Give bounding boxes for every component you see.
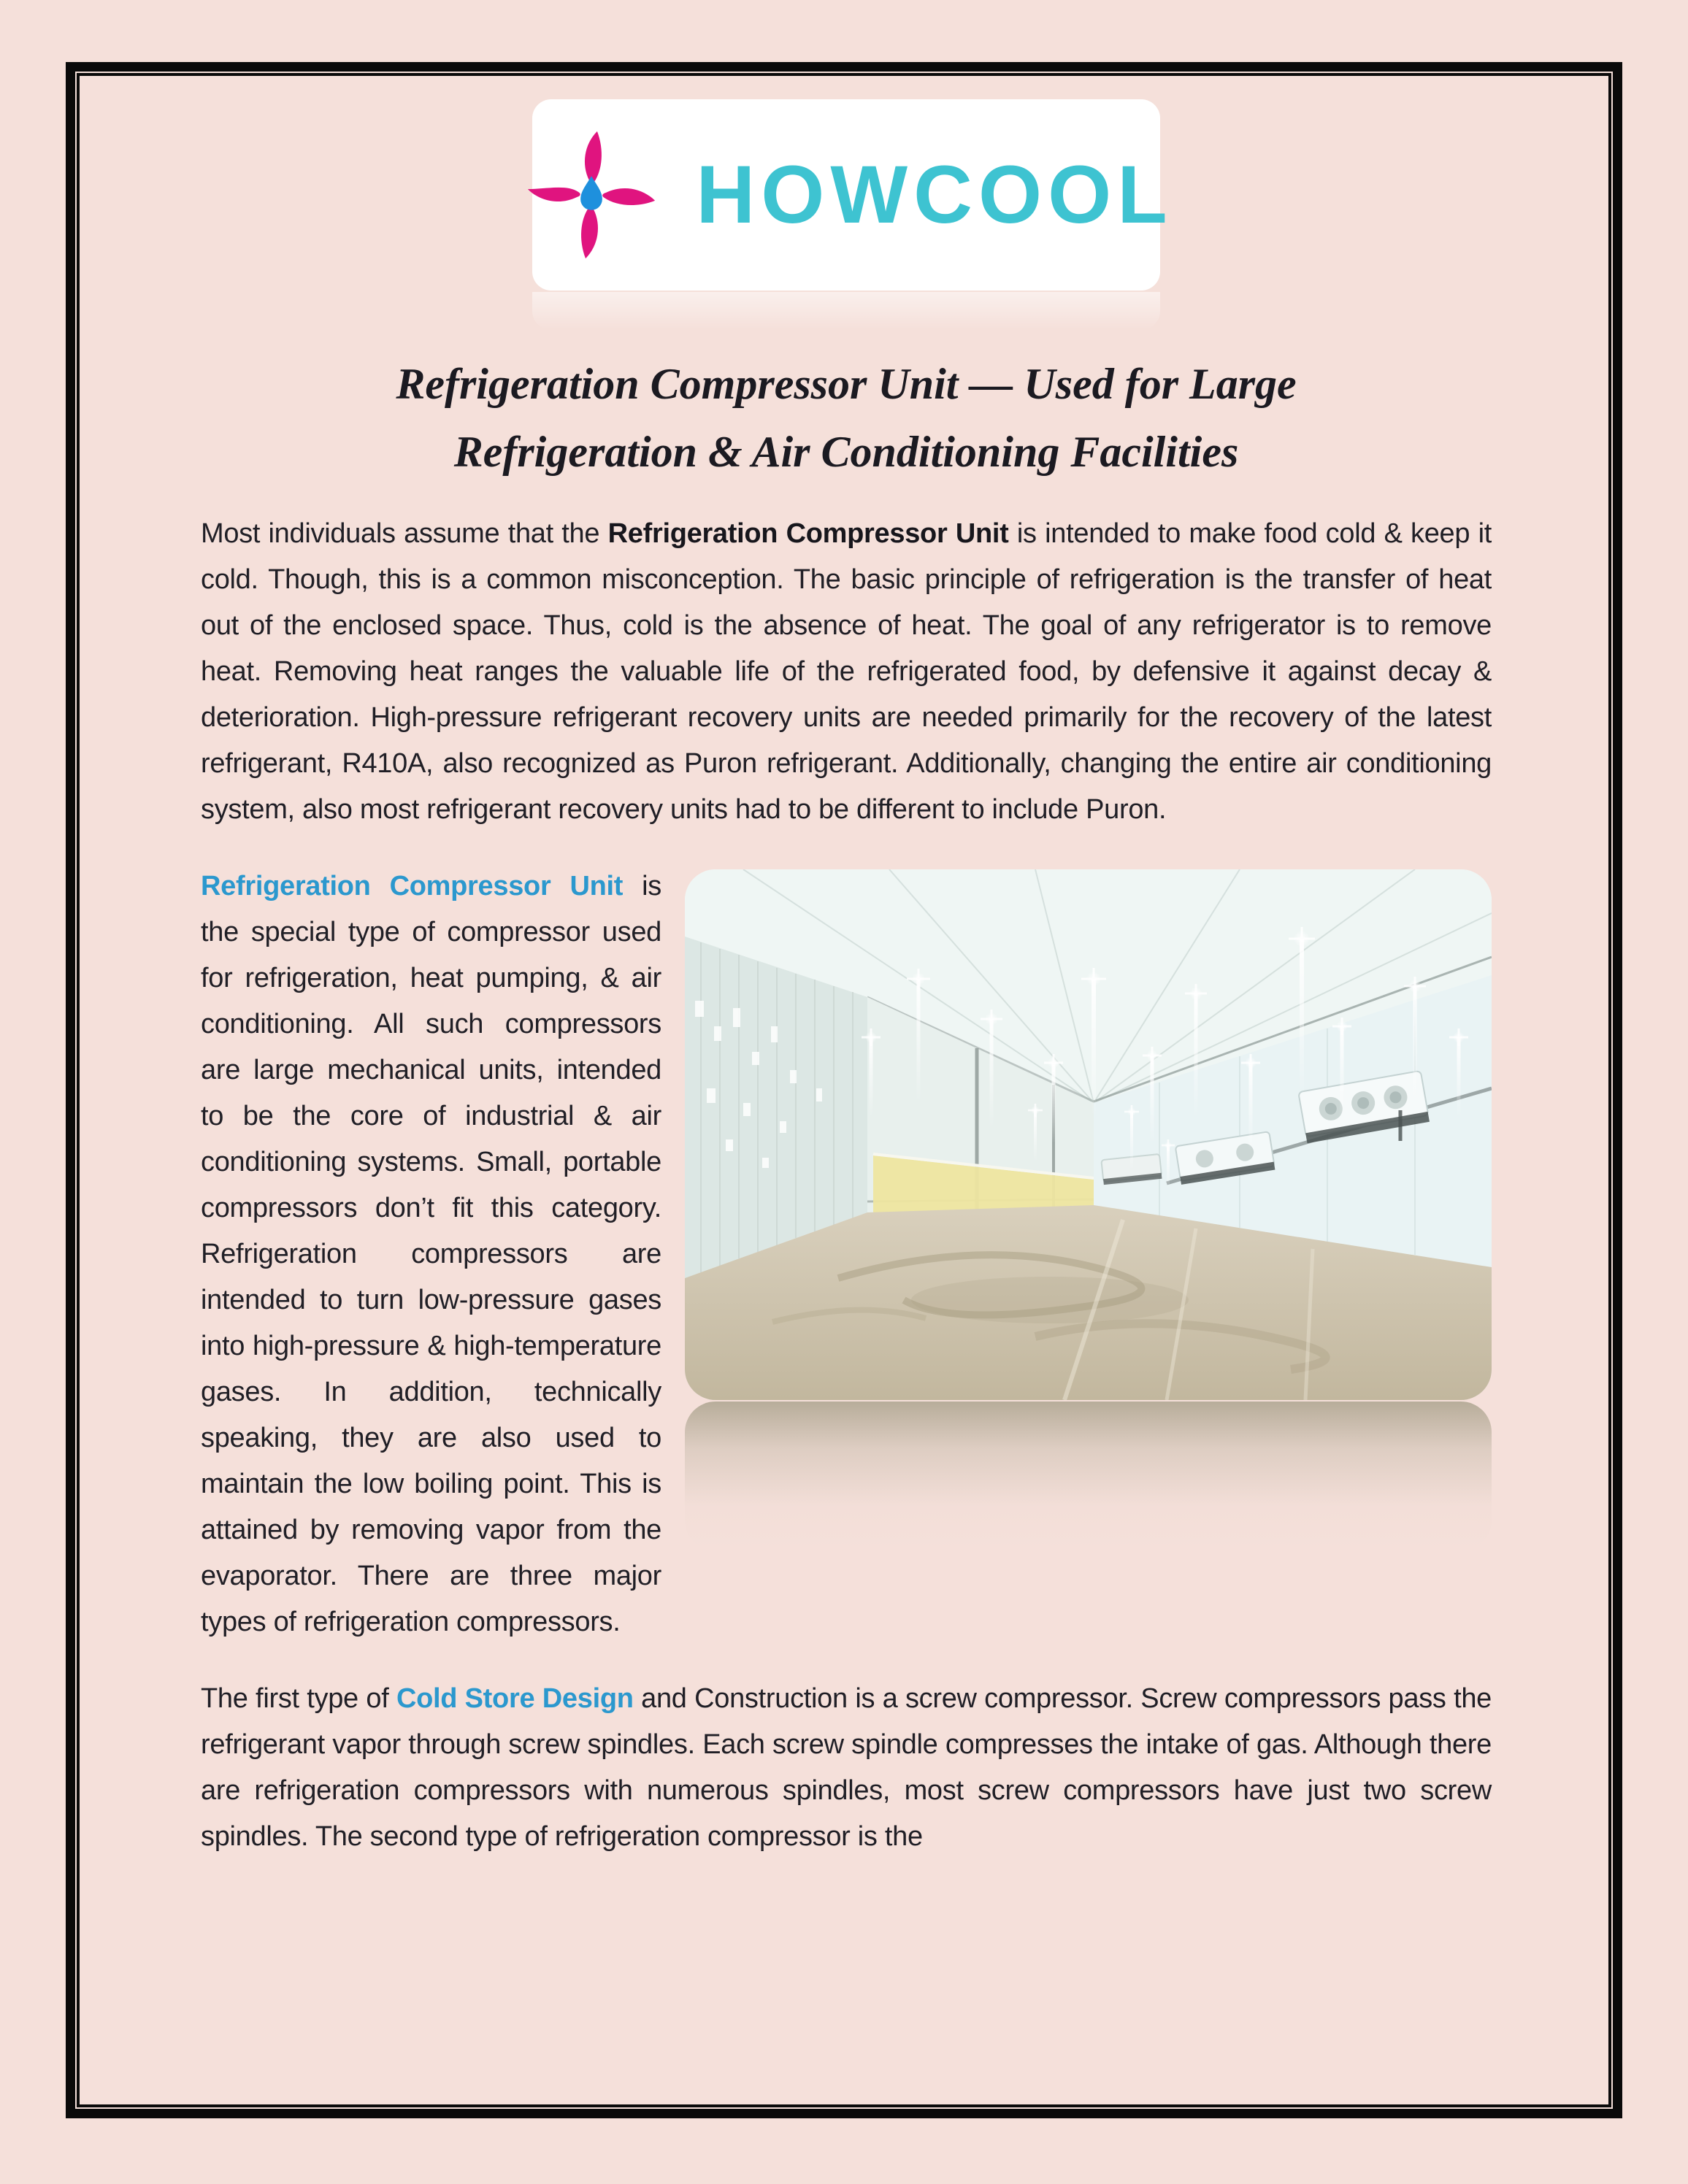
- page-title: [201, 350, 1492, 486]
- p3-text-pre: The first type of: [201, 1683, 396, 1714]
- p2-text: is the special type of compressor used for refrigeration, heat pumping, & air conditioning. All such compressors are large mechanical units, intended to be the core of industrial & air conditioning systems. Small, portable compressors don’t fit this category. Refrigeration compressors are intended to turn low-pressure gases into high-pressure & high-temperature gases. In addition, technically speaking, they are also used to maintain the low boiling point. This is attained by removing vapor from the evaporator. There are three major types of refrigeration compressors.: [201, 871, 662, 1637]
- p1-text-pre: Most individuals assume that the: [201, 518, 608, 549]
- paragraph-intro: [201, 511, 1492, 833]
- logo-reflection: [532, 292, 1160, 330]
- p1-text-post: is intended to make food cold & keep it cold. Though, this is a common misconception. The basic principle of refrigeration is the transfer of heat out of the enclosed space. Thus, cold is the absence of heat. The goal of any refrigerator is to remove heat. Removing heat ranges the valuable life of the refrigerated food, by defensive it against decay & deterioration. High-pressure refrigerant recovery units are needed primarily for the recovery of the latest refrigerant, R410A, also recognized as Puron refrigerant. Additionally, changing the entire air conditioning system, also most refrigerant recovery units had to be different to include Puron.: [201, 518, 1492, 825]
- refrigeration-compressor-unit-link[interactable]: Refrigeration Compressor Unit: [201, 871, 624, 901]
- paragraph-screw-compressor: [201, 1676, 1492, 1860]
- cold-store-design-link[interactable]: Cold Store Design: [396, 1683, 634, 1714]
- p1-bold-phrase: Refrigeration Compressor Unit: [607, 518, 1009, 549]
- paragraph-compressor-unit: [201, 864, 1492, 1645]
- page-content: [201, 99, 1492, 1891]
- water-drop-icon: [581, 176, 603, 210]
- fan-drop-icon: [519, 123, 664, 267]
- title-line-2: Refrigeration & Air Conditioning Facilities: [453, 428, 1239, 476]
- p3-text-post: and Construction is a screw compressor. Screw compressors pass the refrigerant vapor through screw spindles. Each screw spindle compresses the intake of gas. Although there are refrigeration compressors with numerous spindles, most screw compressors have just two screw spindles. The second type of refrigeration compressor is the: [201, 1683, 1492, 1852]
- howcool-wordmark: HOWCOOL: [696, 149, 1173, 240]
- photo-reflection: [685, 1401, 1492, 1551]
- howcool-logo-card: [532, 99, 1173, 291]
- title-line-1: Refrigeration Compressor Unit — Used for Large: [396, 360, 1297, 408]
- cold-storage-room-photo: [685, 869, 1492, 1400]
- cold-room-figure: [685, 869, 1492, 1551]
